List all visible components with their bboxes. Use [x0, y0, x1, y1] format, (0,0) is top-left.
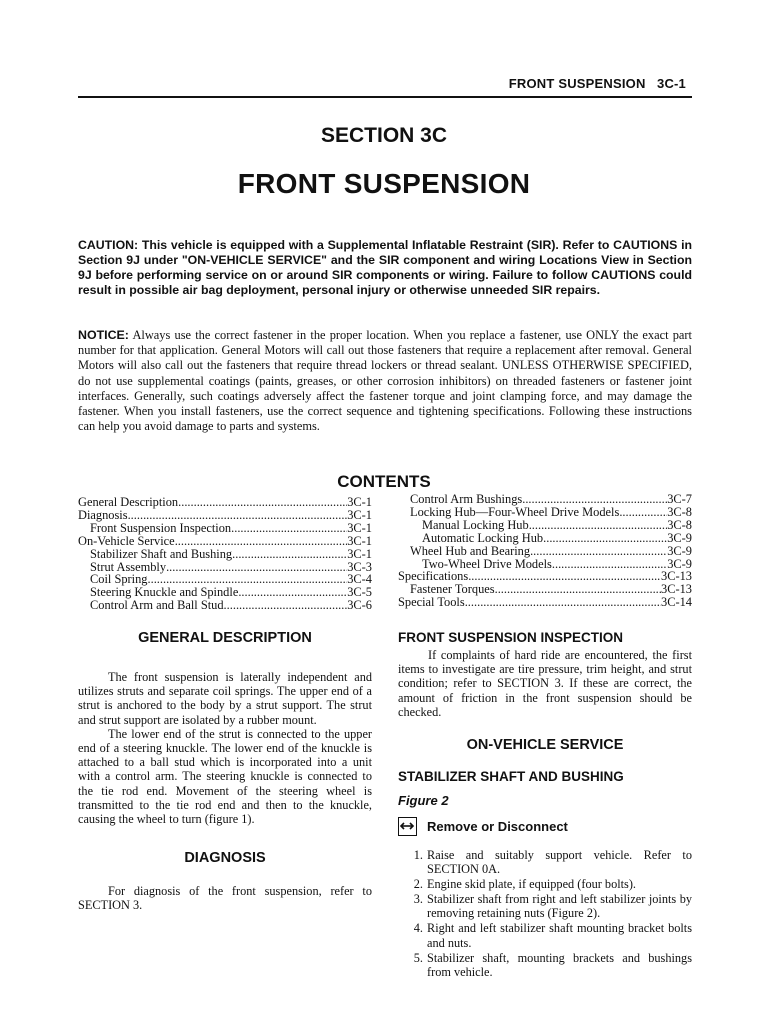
diagnosis-heading: DIAGNOSIS	[184, 850, 266, 867]
toc-entry	[78, 522, 372, 535]
toc-entry-label: Diagnosis	[78, 507, 128, 522]
removal-step	[398, 951, 692, 979]
removal-step-text: Raise and suitably support vehicle. Refer to SECTION 0A.	[427, 848, 692, 877]
remove-disconnect-label: Remove or Disconnect	[427, 819, 568, 835]
toc-entry-page: 3C-9	[667, 556, 692, 571]
toc-leader-dots	[175, 535, 348, 548]
toc-leader-dots	[543, 532, 667, 545]
diagnosis-p1: For diagnosis of the front suspension, refer to SECTION 3.	[78, 884, 372, 913]
general-description-p1: The front suspension is laterally independent and utilizes struts and separate coil springs. The upper end of a strut is anchored to the body by a strut support. The strut and strut support are isolated by a rubber mount.	[78, 670, 372, 727]
toc-leader-dots	[231, 522, 347, 535]
toc-leader-dots	[128, 509, 348, 522]
caution-paragraph: CAUTION: This vehicle is equipped with a Supplemental Inflatable Restraint (SIR). Refer to CAUTIONS in Section 9J under "ON-VEHICLE SERVICE" and the SIR component and wiring Locations View in Section 9J before performing service on or around SIR components or wiring. Failure to follow CAUTIONS could result in possible air bag deployment, personal injury or otherwise unneeded SIR repairs.	[78, 238, 692, 297]
notice-text: Always use the correct fastener in the proper location. When you replace a fastener, use ONLY the exact part number for that application. General Motors will call out those fasteners that require a replacement after removal. General Motors will also call out the fasteners that require thread lockers or thread sealant. UNLESS OTHERWISE SPECIFIED, do not use supplemental coatings (paints, greases, or other corrosion inhibitors) on threaded fasteners or fastener joint interfaces. Generally, such coatings adversely affect the fastener torque and joint clamping force, and may damage the fastener. When you install fasteners, use the correct sequence and tightening specifications. Following these instructions can help you avoid damage to parts and systems.	[78, 328, 692, 434]
toc-leader-dots	[178, 496, 347, 509]
toc-leader-dots	[465, 596, 661, 609]
front-suspension-inspection-heading: FRONT SUSPENSION INSPECTION	[398, 630, 624, 645]
toc-leader-dots	[522, 493, 667, 506]
stabilizer-shaft-heading: STABILIZER SHAFT AND BUSHING	[398, 769, 624, 785]
toc-entry	[78, 496, 372, 509]
removal-step	[398, 892, 692, 920]
toc-entry-page: 3C-13	[661, 582, 692, 597]
toc-entry-label: Steering Knuckle and Spindle	[90, 585, 239, 600]
left-body-column	[78, 630, 372, 913]
right-body-column	[398, 630, 692, 980]
general-description-heading: GENERAL DESCRIPTION	[138, 630, 312, 646]
toc-entry	[78, 509, 372, 522]
toc-leader-dots	[552, 558, 667, 571]
toc-entry	[398, 519, 692, 532]
removal-step-number: 3.	[413, 892, 423, 907]
toc-entry-page: 3C-13	[661, 569, 692, 584]
toc-entry-page: 3C-9	[667, 543, 692, 558]
toc-entry-label: Wheel Hub and Bearing	[410, 543, 531, 558]
toc-entry-label: Locking Hub—Four-Wheel Drive Models	[410, 504, 620, 519]
toc-entry-label: Control Arm and Ball Stud	[90, 598, 224, 613]
removal-step-number: 1.	[413, 848, 423, 863]
toc-entry-label: Specifications	[398, 569, 469, 584]
toc-entry-label: Special Tools	[398, 595, 465, 610]
removal-steps-list	[398, 848, 692, 979]
figure-reference: Figure 2	[398, 793, 449, 809]
toc-entry-label: Automatic Locking Hub	[422, 530, 544, 545]
toc-entry-page: 3C-1	[347, 507, 372, 522]
removal-step-number: 4.	[413, 921, 423, 936]
removal-step-text: Stabilizer shaft from right and left stabilizer joints by removing retaining nuts (Figure 2).	[427, 892, 692, 921]
toc-entry-label: Fastener Torques	[410, 582, 495, 597]
toc-entry-label: Manual Locking Hub	[422, 517, 529, 532]
toc-entry-page: 3C-7	[667, 492, 692, 506]
toc-entry-label: General Description	[78, 495, 179, 509]
removal-step-text: Stabilizer shaft, mounting brackets and bushings from vehicle.	[427, 950, 692, 979]
toc-entry-label: Control Arm Bushings	[410, 492, 523, 506]
toc-entry	[398, 545, 692, 558]
toc-entry-page: 3C-1	[347, 495, 372, 509]
toc-leader-dots	[224, 599, 348, 612]
toc-leader-dots	[495, 583, 661, 596]
contents-heading: CONTENTS	[337, 472, 431, 491]
toc-leader-dots	[529, 519, 668, 532]
toc-leader-dots	[530, 545, 667, 558]
removal-step-number: 5.	[413, 950, 423, 965]
notice-lead: NOTICE:	[78, 328, 129, 342]
toc-entry	[78, 535, 372, 548]
toc-leader-dots	[238, 586, 347, 599]
toc-leader-dots	[166, 561, 347, 574]
toc-entry-label: Coil Spring	[90, 572, 148, 587]
toc-entry	[78, 599, 372, 612]
toc-entry	[398, 596, 692, 609]
removal-step	[398, 921, 692, 949]
toc-leader-dots	[468, 570, 661, 583]
general-description-p2: The lower end of the strut is connected to the upper end of a steering knuckle. The lower end of the knuckle is attached to a ball stud which is incorporated into a unit with a control arm. The steering knuckle is connected to the tie rod end. Movement of the steering wheel is transmitted to the tie rod end and then to the knuckle, causing the wheel to turn (figure 1).	[78, 726, 372, 827]
toc-entry	[398, 493, 692, 506]
remove-disconnect-row	[398, 817, 692, 836]
removal-step	[398, 877, 692, 891]
on-vehicle-service-heading: ON-VEHICLE SERVICE	[466, 737, 624, 754]
notice-paragraph	[78, 328, 692, 434]
toc-entry	[398, 506, 692, 519]
removal-step	[398, 848, 692, 876]
toc-entry	[78, 548, 372, 561]
toc-entry-page: 3C-1	[347, 533, 372, 548]
section-label: SECTION 3C	[320, 124, 448, 147]
toc-entry-page: 3C-5	[347, 585, 372, 600]
toc-entry	[398, 532, 692, 545]
toc-entry-label: Two-Wheel Drive Models	[422, 556, 552, 571]
remove-disconnect-icon	[398, 817, 417, 836]
removal-step-text: Right and left stabilizer shaft mounting bracket bolts and nuts.	[427, 921, 692, 950]
toc-left-column	[78, 496, 372, 612]
toc-entry-page: 3C-9	[667, 530, 692, 545]
toc-entry-label: Stabilizer Shaft and Bushing	[90, 546, 233, 561]
toc-entry-page: 3C-3	[347, 559, 372, 574]
toc-entry-page: 3C-6	[347, 598, 372, 613]
toc-entry-page: 3C-1	[347, 520, 372, 535]
header-rule	[78, 96, 692, 98]
toc-entry-label: On-Vehicle Service	[78, 533, 175, 548]
toc-entry-page: 3C-4	[347, 572, 372, 587]
toc-entry-label: Front Suspension Inspection	[90, 520, 232, 535]
page-title: FRONT SUSPENSION	[237, 168, 531, 199]
running-head: FRONT SUSPENSION 3C-1	[508, 76, 686, 91]
toc-entry-page: 3C-8	[667, 517, 692, 532]
toc-entry-label: Strut Assembly	[90, 559, 167, 574]
toc-leader-dots	[619, 506, 667, 519]
toc-entry-page: 3C-1	[347, 546, 372, 561]
removal-step-text: Engine skid plate, if equipped (four bolts).	[427, 877, 636, 892]
toc-entry-page: 3C-14	[661, 595, 692, 610]
front-suspension-inspection-p1: If complaints of hard ride are encountered, the first items to investigate are tire pressure, trim height, and strut condition; refer to SECTION 3. If these are correct, the amount of friction in the front suspension should be checked.	[398, 648, 692, 719]
removal-step-number: 2.	[413, 877, 423, 892]
toc-right-column	[398, 493, 692, 609]
toc-leader-dots	[232, 548, 347, 561]
toc-entry-page: 3C-8	[667, 504, 692, 519]
